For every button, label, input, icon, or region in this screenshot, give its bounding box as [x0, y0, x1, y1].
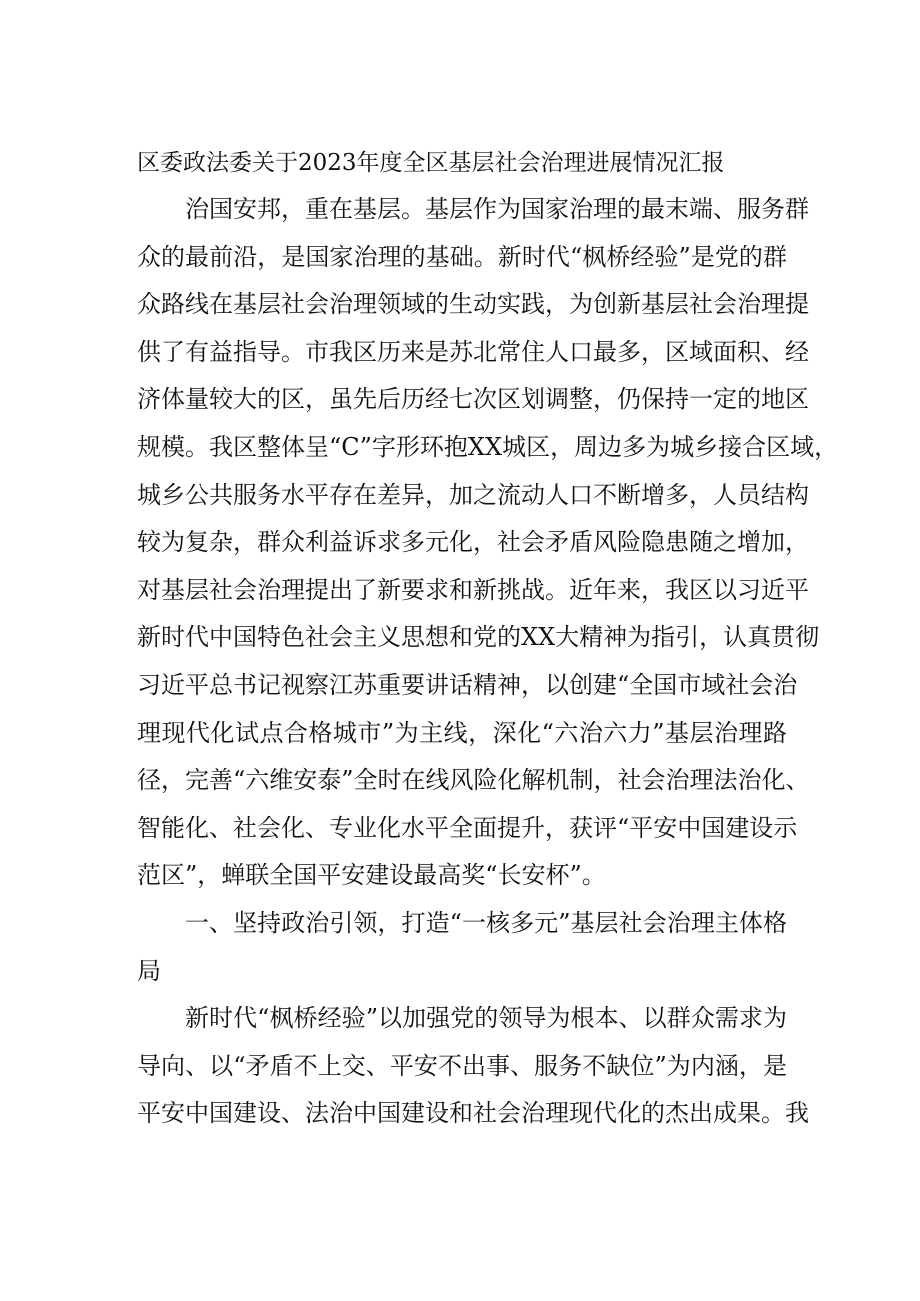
- text-line: 理现代化试点合格城市”为主线，深化“六治六力”基层治理路: [137, 718, 787, 747]
- text-line: 济体量较大的区，虽先后历经七次区划调整，仍保持一定的地区: [137, 385, 809, 414]
- text-line: 规模。我区整体呈“C”字形环抱XX城区，周边多为城乡接合区域，: [137, 432, 839, 461]
- text-line: 径，完善“六维安泰”全时在线风险化解机制，社会治理法治化、: [137, 766, 810, 795]
- text-line: 对基层社会治理提出了新要求和新挑战。近年来，我区以习近平: [137, 575, 809, 604]
- heading-line: 局: [137, 956, 161, 985]
- text-line: 新时代“枫桥经验”以加强党的领导为根本、以群众需求为: [185, 1004, 787, 1033]
- section-heading-1: [137, 900, 787, 995]
- paragraph-intro: [137, 186, 839, 900]
- text-line: 治国安邦，重在基层。基层作为国家治理的最末端、服务群: [185, 195, 809, 223]
- text-line: 平安中国建设、法治中国建设和社会治理现代化的杰出成果。我: [137, 1099, 809, 1128]
- text-line: 导向、以“矛盾不上交、平安不出事、服务不缺位”为内涵，是: [137, 1051, 787, 1080]
- text-line: 众路线在基层社会治理领域的生动实践，为创新基层社会治理提: [137, 290, 809, 319]
- text-line: 供了有益指导。市我区历来是苏北常住人口最多，区域面积、经: [137, 337, 809, 366]
- text-line: 较为复杂，群众利益诉求多元化，社会矛盾风险隐患随之增加，: [137, 528, 809, 557]
- text-line: 新时代中国特色社会主义思想和党的XX大精神为指引，认真贯彻: [137, 623, 820, 652]
- text-line: 众的最前沿，是国家治理的基础。新时代“枫桥经验”是党的群: [137, 242, 787, 271]
- text-line: 城乡公共服务水平存在差异，加之流动人口不断增多，人员结构: [137, 480, 809, 509]
- text-line: 智能化、社会化、专业化水平全面提升，获评“平安中国建设示: [137, 813, 798, 842]
- text-line: 习近平总书记视察江苏重要讲话精神，以创建“全国市域社会治: [137, 670, 798, 699]
- document-title: 区委政法委关于2023年度全区基层社会治理进展情况汇报: [137, 150, 725, 176]
- paragraph-section-1: [137, 995, 809, 1138]
- heading-line: 一、坚持政治引领，打造“一核多元”基层社会治理主体格: [185, 908, 787, 937]
- document-body: [137, 186, 839, 1138]
- text-line: 范区”，蝉联全国平安建设最高奖“长安杯”。: [137, 861, 606, 890]
